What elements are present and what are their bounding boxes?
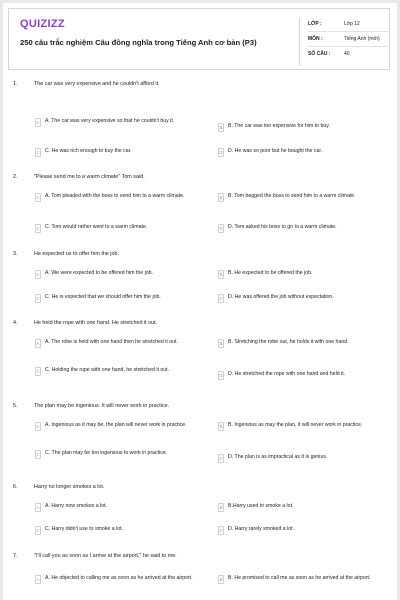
option-letter-box: B xyxy=(219,505,223,510)
answer-option[interactable] xyxy=(35,148,213,157)
quizizz-logo: QUIZIZZ xyxy=(20,18,65,30)
answer-option[interactable] xyxy=(218,270,396,279)
question-text: The car was very expensive and he couldn't afford it. xyxy=(34,81,160,87)
question-count-value: 40 xyxy=(344,51,350,57)
option-text: A. The robe is held with one hand then he stretched it out. xyxy=(45,339,178,345)
grade-label: LỚP : xyxy=(308,21,322,27)
answer-option[interactable] xyxy=(218,339,396,348)
answer-option[interactable] xyxy=(218,503,396,512)
answer-option[interactable] xyxy=(35,224,213,233)
answer-option[interactable] xyxy=(35,575,213,584)
subject-label: MÔN : xyxy=(308,36,323,42)
question-text: "I'll call you as soon as I arrive at the airport," he said to me. xyxy=(34,553,177,559)
option-letter-box: C xyxy=(36,452,40,457)
option-text: A. Harry now smokes a lot. xyxy=(45,503,107,509)
option-letter-box: D xyxy=(219,373,223,378)
option-text: C. The plan may be too ingenious to work in practice. xyxy=(45,450,168,456)
answer-option[interactable] xyxy=(35,422,213,431)
option-letter-box: A xyxy=(36,272,40,277)
answer-option[interactable] xyxy=(218,371,396,380)
meta-divider xyxy=(308,31,390,32)
option-text: B. Stretching the robe out, he holds it with one hand. xyxy=(228,339,349,345)
question-text: The plan may be ingenious. It will never work in practice. xyxy=(34,403,170,409)
answer-option[interactable] xyxy=(35,503,213,512)
answer-option[interactable] xyxy=(218,526,396,535)
option-letter-box: A xyxy=(36,341,40,346)
option-letter-box: A xyxy=(36,505,40,510)
option-letter-box: A xyxy=(36,424,40,429)
option-text: C. Holding the rope with one hand, he stretched it out. xyxy=(45,367,170,373)
answer-option[interactable] xyxy=(35,294,213,303)
header-divider xyxy=(299,18,300,66)
option-letter-box: A xyxy=(36,577,40,582)
question-number: 2. xyxy=(13,174,18,180)
option-letter-box: D xyxy=(219,296,223,301)
option-letter-box: B xyxy=(219,195,223,200)
answer-option[interactable] xyxy=(35,450,213,459)
meta-divider xyxy=(308,46,390,47)
option-text: A. Ingenious as it may be, the plan will never work in practice. xyxy=(45,422,187,428)
option-text: C. Harry didn't use to smoke a lot. xyxy=(45,526,123,532)
option-letter-box: C xyxy=(36,150,40,155)
option-text: C. He was rich enough to buy the car. xyxy=(45,148,132,154)
option-text: D. The plan is as impractical as it is genius. xyxy=(228,454,328,460)
grade-value: Lớp 12 xyxy=(344,21,360,27)
option-letter-box: D xyxy=(219,456,223,461)
option-text: B. He promised to call me as soon as he arrived at the airport. xyxy=(228,575,371,581)
question-number: 3. xyxy=(13,251,18,257)
option-letter-box: B xyxy=(219,577,223,582)
question-count-label: SỐ CÂU : xyxy=(308,51,331,57)
option-letter-box: D xyxy=(219,528,223,533)
answer-option[interactable] xyxy=(218,454,396,463)
subject-value: Tiếng Anh (mới) xyxy=(344,36,380,42)
option-text: D. Harry rarely smoked a lot. xyxy=(228,526,295,532)
option-text: C. He is expected that we should offer him the job. xyxy=(45,294,161,300)
option-letter-box: C xyxy=(36,528,40,533)
answer-option[interactable] xyxy=(35,270,213,279)
answer-option[interactable] xyxy=(35,367,213,376)
option-text: D. Tom asked his boss to go to a warm climate. xyxy=(228,224,337,230)
option-letter-box: B xyxy=(219,125,223,130)
option-text: A. We were expected to be offered him the job. xyxy=(45,270,153,276)
question-number: 4. xyxy=(13,320,18,326)
option-letter-box: A xyxy=(36,195,40,200)
answer-option[interactable] xyxy=(35,526,213,535)
option-text: B.Harry used to smoke a lot. xyxy=(228,503,294,509)
option-text: A. He objected to calling me as soon as he arrived at the airport. xyxy=(45,575,193,581)
answer-option[interactable] xyxy=(218,294,396,303)
option-letter-box: D xyxy=(219,150,223,155)
question-text: Harry no longer smokes a lot. xyxy=(34,484,105,490)
option-letter-box: C xyxy=(36,369,40,374)
option-text: B. The car was too expensive for him to buy. xyxy=(228,123,330,129)
question-number: 5. xyxy=(13,403,18,409)
option-letter-box: B xyxy=(219,272,223,277)
option-letter-box: B xyxy=(219,341,223,346)
option-text: B. He expected to be offered the job. xyxy=(228,270,313,276)
option-letter-box: D xyxy=(219,226,223,231)
answer-option[interactable] xyxy=(218,422,396,431)
answer-option[interactable] xyxy=(35,118,213,127)
option-letter-box: B xyxy=(219,424,223,429)
worksheet-header xyxy=(8,8,390,70)
answer-option[interactable] xyxy=(218,193,396,202)
option-text: A. The car was very expensive so that he couldn't buy it. xyxy=(45,118,175,124)
option-text: D. He stretched the rope with one hand and held it. xyxy=(228,371,346,377)
answer-option[interactable] xyxy=(218,123,396,132)
answer-option[interactable] xyxy=(218,148,396,157)
option-letter-box: C xyxy=(36,296,40,301)
option-text: D. He was so poor but he bought the car. xyxy=(228,148,323,154)
question-text: He held the rope with one hand. He stretched it out. xyxy=(34,320,158,326)
worksheet-title: 250 câu trắc nghiệm Câu đồng nghĩa trong Tiếng Anh cơ bản (P3) xyxy=(20,38,257,47)
answer-option[interactable] xyxy=(218,224,396,233)
answer-option[interactable] xyxy=(35,193,213,202)
question-number: 7. xyxy=(13,553,18,559)
option-letter-box: C xyxy=(36,226,40,231)
option-text: A. Tom pleaded with the boss to send him to a warm climate. xyxy=(45,193,185,199)
question-number: 1. xyxy=(13,81,18,87)
option-letter-box: A xyxy=(36,120,40,125)
question-text: He expected us to offer him the job. xyxy=(34,251,120,257)
answer-option[interactable] xyxy=(218,575,396,584)
question-number: 6. xyxy=(13,484,18,490)
option-text: D. He was offered the job without expectation. xyxy=(228,294,334,300)
option-text: B. Tom begged the boss to send him to a warm climate. xyxy=(228,193,356,199)
question-text: "Please send me to a warm climate" Tom said. xyxy=(34,174,145,180)
option-text: B. Ingenious as may the plan, it will never work in practice. xyxy=(228,422,363,428)
worksheet-page xyxy=(3,3,397,600)
option-text: C. Tom would rather went to a warm climate. xyxy=(45,224,148,230)
answer-option[interactable] xyxy=(35,339,213,348)
